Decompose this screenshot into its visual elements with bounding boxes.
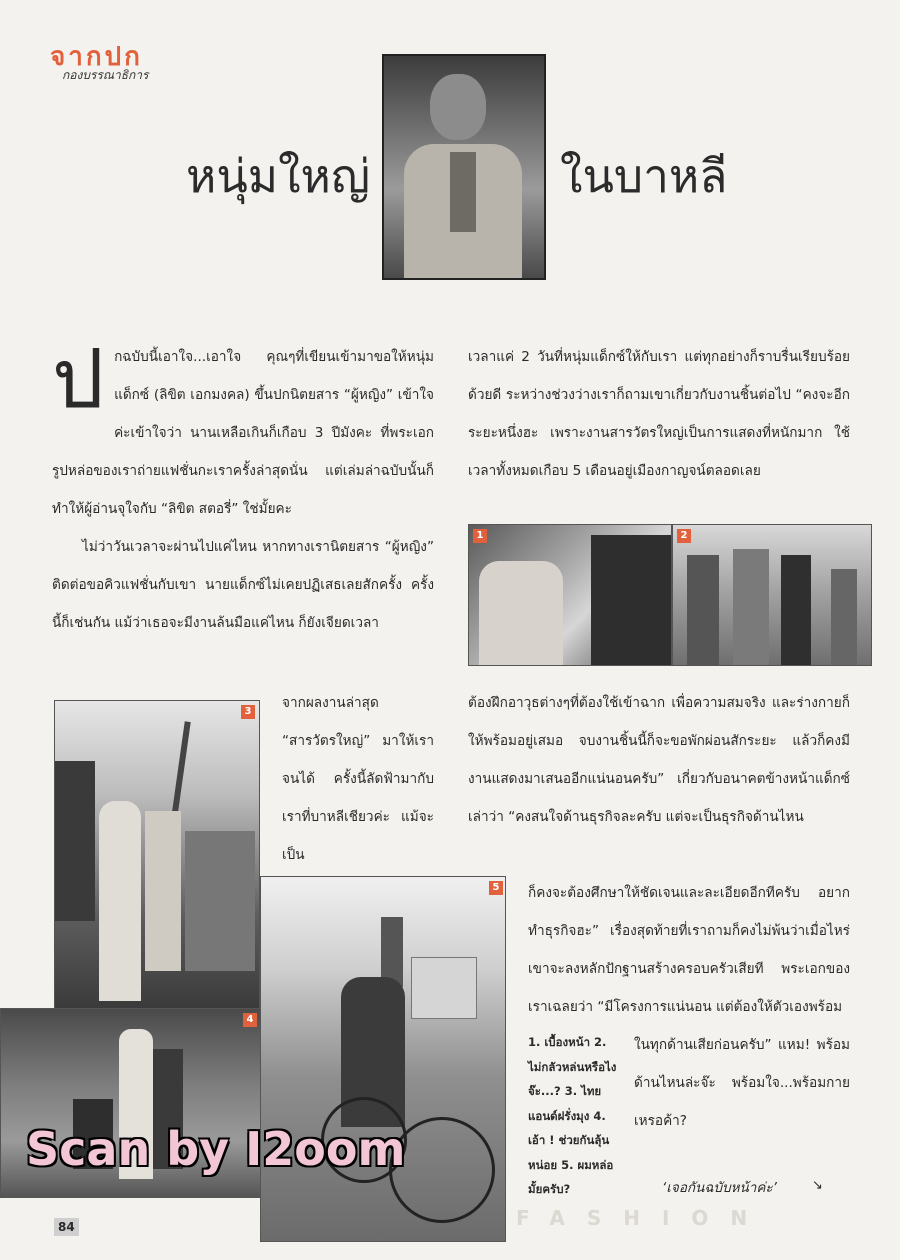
arrow-icon: ↘: [812, 1178, 823, 1193]
photo-captions: 1. เบื้องหน้า 2. ไม่กลัวหล่นหรือไงจ๊ะ...? 3. ไทยแอนด์ฝรั่งมุง 4. เอ้า ! ช่วยกันลุ้นหน่อย 5. ผมหล่อมั้ยครับ?: [528, 1035, 617, 1196]
signoff: ‘เจอกันฉบับหน้าค่ะ’: [662, 1180, 777, 1196]
photo-number-4: 4: [243, 1013, 257, 1027]
drop-cap: ป: [52, 332, 105, 427]
article-column-right-lower: [528, 874, 850, 1026]
paragraph-intro: กฉบับนี้เอาใจ...เอาใจ คุณๆที่เขียนเข้ามาขอให้หนุ่มแด็กซ์ (ลิขิต เอกมงคล) ขึ้นปกนิตยสาร “ผู้หญิง” เข้าใจค่ะเข้าใจว่า นานเหลือเกินก็เกือบ 3 ปีมังคะ ที่พระเอกรูปหล่อของเราถ่ายแฟชั่นกะเราครั้งล่าสุดนั่น แต่เล่มล่าฉบับนั้นก็ทำให้ผู้อ่านจุใจกับ “ลิขิต สตอรี่” ใช่มั้ยคะ: [52, 349, 434, 517]
article-column-right-middle: [468, 684, 850, 836]
article-title-right: ในบาหลี: [560, 149, 728, 203]
article-column-right-end: [634, 1026, 850, 1140]
footer-section-word: FASHION: [516, 1206, 770, 1230]
section-subtitle: กองบรรณาธิการ: [62, 68, 149, 82]
article-column-left: [52, 332, 434, 642]
photo-number-3: 3: [241, 705, 255, 719]
section-label: จากปก: [50, 42, 143, 72]
article-title-left: หนุ่มใหญ่: [186, 149, 371, 203]
photo-number-1: 1: [473, 529, 487, 543]
photo-villagers: [672, 524, 872, 666]
photo-number-5: 5: [489, 881, 503, 895]
paragraph-third: จากผลงานล่าสุด “สารวัตรใหญ่” มาให้เราจนได้ ครั้งนี้ลัดฟ้ามากับเราที่บาหลีเชียวค่ะ แม้จะเป็น: [282, 695, 434, 863]
photo-crowd: [54, 700, 260, 1010]
paragraph-second: ไม่ว่าวันเวลาจะผ่านไปแค่ไหน หากทางเรานิตยสาร “ผู้หญิง” ติดต่อขอคิวแฟชั่นกับเขา นายแด็กซ์ไม่เคยปฏิเสธเลยสักครั้ง ครั้งนี้ก็เช่นกัน แม้ว่าเธอจะมีงานล้นมือแค่ไหน ก็ยังเจียดเวลา: [52, 539, 434, 631]
photo-makeup: [468, 524, 672, 666]
paragraph-fifth: ต้องฝึกอาวุธต่างๆที่ต้องใช้เข้าฉาก เพื่อความสมจริง และร่างกายก็ให้พร้อมอยู่เสมอ จบงานชิ้นนี้ก็จะขอพักผ่อนสักระยะ แล้วก็คงมีงานแสดงมาเสนออีกแน่นอนครับ” เกี่ยวกับอนาคตข้างหน้าแด็กซ์เล่าว่า “คงสนใจด้านธุรกิจละครับ แต่จะเป็นธุรกิจด้านไหน: [468, 695, 850, 825]
paragraph-fourth: เวลาแค่ 2 วันที่หนุ่มแด็กซ์ให้กับเรา แต่ทุกอย่างก็ราบรื่นเรียบร้อยด้วยดี ระหว่างช่วงว่างเราก็ถามเขาเกี่ยวกับงานชิ้นต่อไป “คงจะอีกระยะหนึ่งฮะ เพราะงานสารวัตรใหญ่เป็นการแสดงที่หนักมาก ใช้เวลาทั้งหมดเกือบ 5 เดือนอยู่เมืองกาญจน์ตลอดเลย: [468, 349, 850, 479]
paragraph-sixth: ก็คงจะต้องศึกษาให้ชัดเจนและละเอียดอีกทีครับ อยากทำธุรกิจฮะ” เรื่องสุดท้ายที่เราถามก็คงไม่พ้นว่าเมื่อไหร่เขาจะลงหลักปักฐานสร้างครอบครัวเสียที พระเอกของเราเฉลยว่า “มีโครงการแน่นอน แต่ต้องให้ตัวเองพร้อม: [528, 885, 850, 1015]
page-number: 84: [54, 1218, 79, 1236]
photo-number-2: 2: [677, 529, 691, 543]
article-column-right-top: [468, 338, 850, 490]
photo-bicycle: [260, 876, 506, 1242]
article-column-narrow: [282, 684, 434, 874]
scanner-watermark: Scan by I2oom: [26, 1122, 406, 1176]
paragraph-seventh: ในทุกด้านเสียก่อนครับ” แหม! พร้อมด้านไหนล่ะจ๊ะ พร้อมใจ...พร้อมกายเหรอค้า?: [634, 1037, 850, 1129]
cover-photo: [382, 54, 546, 280]
